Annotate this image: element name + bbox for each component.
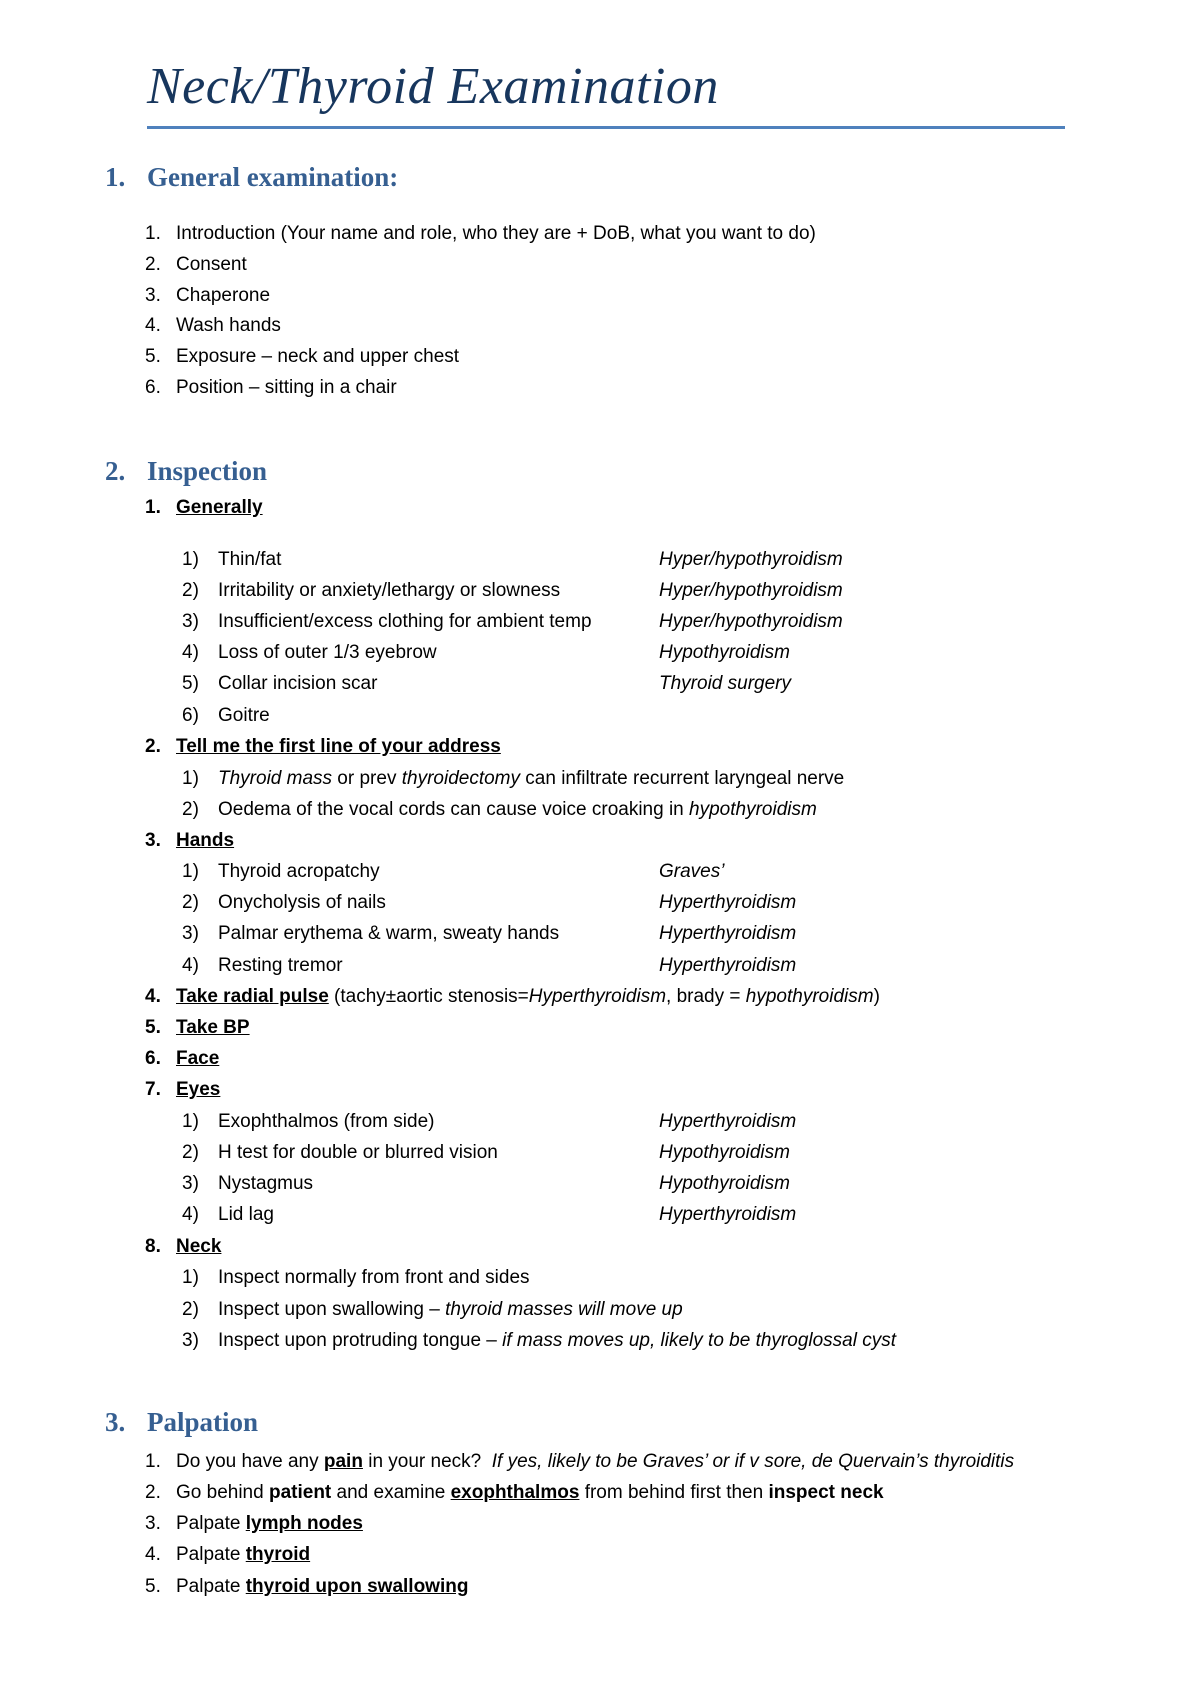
section-heading-palpation: 3. Palpation	[105, 1407, 259, 1437]
title-underline	[147, 126, 1065, 129]
document-page: Neck/Thyroid Examination 1. General examination: 1. Introduction (Your name and role, who they are + DoB, what you want to do) 2. Consent 3. Chaperone 4. Wash hands 5. Exposure – neck and upper chest 6. Position – sitting in a chair 2. Inspection 1. Generally 1) Thin/fat Hyper/hypothyroidism 2) Irritability or anxiety/lethargy or slowness Hyper/hypothyroidism 3) Insufficient/excess clothing for ambient temp Hyper/hypothyroidism 4) Loss of outer 1/3 eyebrow Hypothyroidism 5) Collar incision scar Thyroid surgery 6) Goitre 2. Tell me the first line of your address 1) Thyroid mass or prev thyroidectomy can infiltrate recurrent laryngeal nerve 2) Oedema of the vocal cords can cause voice croaking in hypothyroidism 3. Hands 1) Thyroid acropatchy Graves’ 2) Onycholysis of nails Hyperthyroidism 3) Palmar erythema & warm, sweaty hands Hyperthyroidism 4) Resting tremor Hyperthyroidism 4. Take radial pulse (tachy±aortic stenosis=Hyperthyroidism, brady = hypothyroidism) 5. Take BP 6. Face 7. Eyes 1) Exophthalmos (from side) Hyperthyroidism 2) H test for double or blurred vision Hypothyroidism 3) Nystagmus Hypothyroidism 4) Lid lag Hyperthyroidism 8. Neck 1) Inspect normally from front and sides 2) Inspect upon swallowing – thyroid masses will move up 3) Inspect upon protruding tongue – if mass moves up, likely to be thyroglossal cyst 3. Palpation 1. Do you have any pain in your neck? If yes, likely to be Graves’ or if v sore, de Quervain’s thyroiditis 2. Go behind patient and examine exophthalmos from behind first then inspect neck 3. Palpate lymph nodes 4. Palpate thyroid 5. Palpate thyroid upon swallowing	[0, 0, 1200, 1698]
section-heading-inspection: 2. Inspection	[105, 456, 268, 486]
page-title: Neck/Thyroid Examination	[147, 58, 719, 115]
section-heading-general: 1. General examination:	[105, 162, 399, 192]
